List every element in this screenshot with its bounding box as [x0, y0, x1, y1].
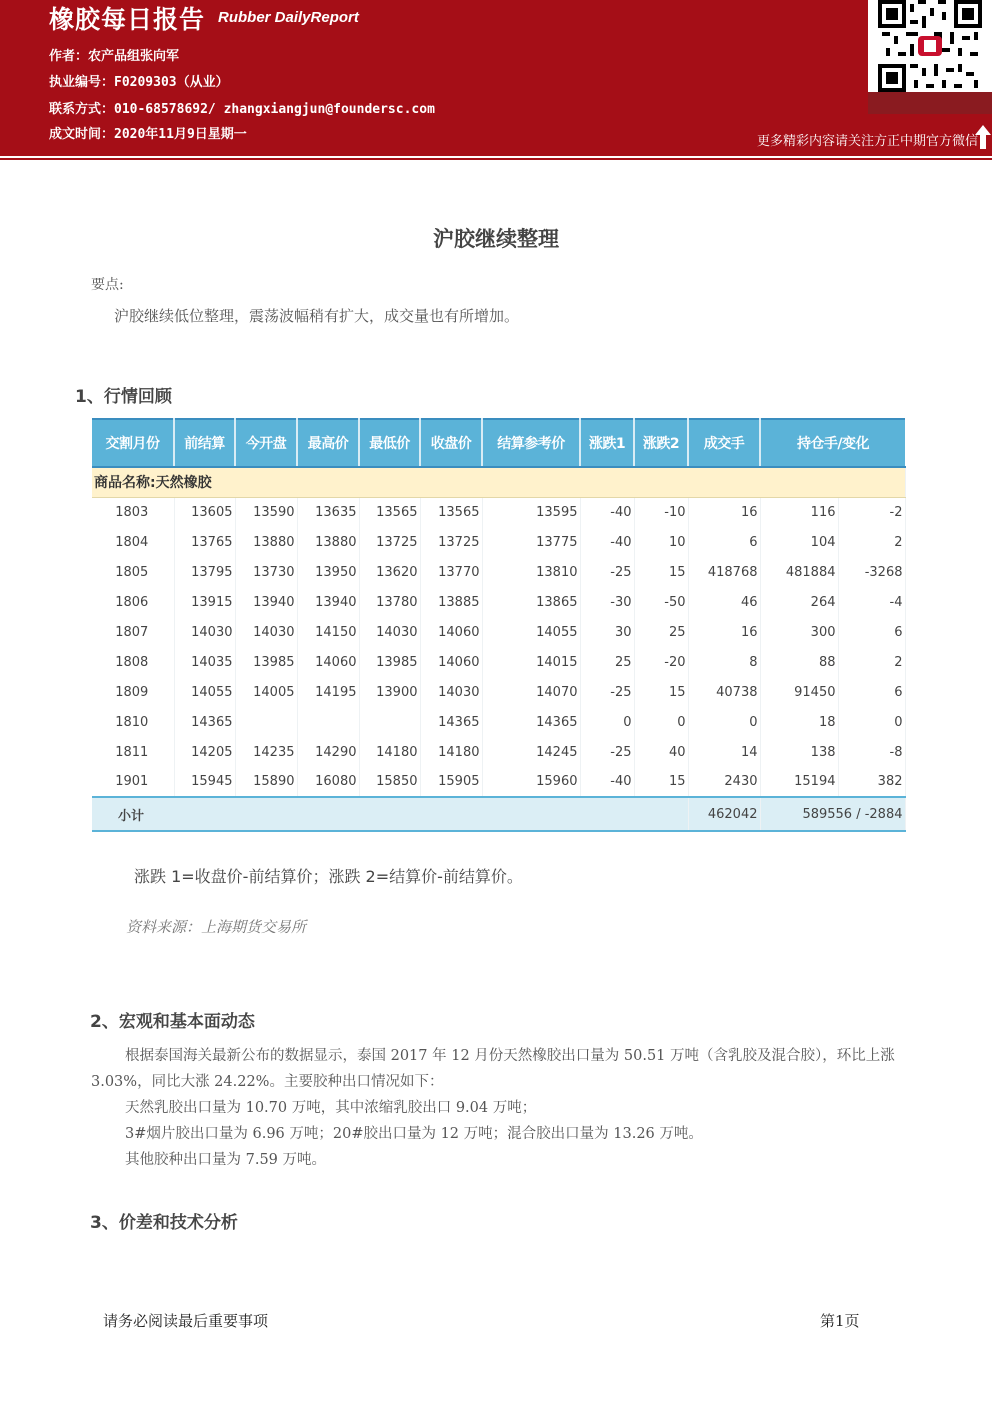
table-cell: 15 — [634, 557, 688, 587]
table-cell: 15945 — [174, 767, 235, 797]
section-spread-heading: 3、价差和技术分析 — [90, 1213, 238, 1233]
table-cell: 13880 — [297, 527, 359, 557]
table-cell: 25 — [634, 617, 688, 647]
contact-line: 联系方式：010-68578692/ zhangxiangjun@foundersc.com — [49, 102, 435, 117]
table-cell: 18 — [760, 707, 838, 737]
table-row — [92, 677, 905, 707]
table-cell: 13725 — [420, 527, 482, 557]
table-cell: 1804 — [92, 527, 174, 557]
table-cell: -25 — [580, 737, 634, 767]
table-cell: -50 — [634, 587, 688, 617]
table-cell: 14055 — [482, 617, 580, 647]
table-cell: -3268 — [838, 557, 905, 587]
table-cell: 1807 — [92, 617, 174, 647]
table-cell: 14365 — [174, 707, 235, 737]
table-cell: 13795 — [174, 557, 235, 587]
table-cell: 13880 — [235, 527, 297, 557]
table-cell: 0 — [838, 707, 905, 737]
subtotal-row — [92, 797, 905, 831]
table-cell: 0 — [634, 707, 688, 737]
table-row — [92, 587, 905, 617]
table-cell: 13915 — [174, 587, 235, 617]
table-cell: 14055 — [174, 677, 235, 707]
table-cell: 14180 — [359, 737, 420, 767]
table-cell: 13985 — [235, 647, 297, 677]
table-cell: 10 — [634, 527, 688, 557]
table-cell: -30 — [580, 587, 634, 617]
table-cell: 13950 — [297, 557, 359, 587]
header-divider — [0, 152, 992, 156]
table-cell: 1805 — [92, 557, 174, 587]
table-cell: 13765 — [174, 527, 235, 557]
table-cell: -4 — [838, 587, 905, 617]
table-cell: -8 — [838, 737, 905, 767]
table-row — [92, 497, 905, 527]
table-row — [92, 707, 905, 737]
table-row — [92, 647, 905, 677]
table-cell: 13775 — [482, 527, 580, 557]
table-cell: 15890 — [235, 767, 297, 797]
table-row — [92, 557, 905, 587]
macro-paragraph-3: 3#烟片胶出口量为 6.96 万吨；20#胶出口量为 12 万吨；混合胶出口量为 13.26 万吨。 — [125, 1126, 703, 1142]
key-points-label: 要点: — [91, 277, 124, 293]
follow-wechat-text: 更多精彩内容请关注方正中期官方微信 — [756, 134, 978, 149]
table-header-row — [92, 419, 905, 467]
table-row — [92, 617, 905, 647]
column-header: 最高价 — [297, 419, 359, 467]
table-cell — [359, 707, 420, 737]
header-divider-thin — [0, 158, 992, 160]
table-cell: 14030 — [359, 617, 420, 647]
table-cell: 14150 — [297, 617, 359, 647]
table-cell: 15905 — [420, 767, 482, 797]
table-cell: 1803 — [92, 497, 174, 527]
table-cell: 13590 — [235, 497, 297, 527]
table-cell: 13865 — [482, 587, 580, 617]
report-title: 橡胶每日报告 — [49, 5, 206, 34]
table-cell: 1811 — [92, 737, 174, 767]
subtotal-position: 589556 / -2884 — [760, 797, 905, 831]
column-header: 涨跌2 — [634, 419, 688, 467]
table-cell: 16080 — [297, 767, 359, 797]
column-header: 持仓手/变化 — [760, 419, 905, 467]
table-cell: 13900 — [359, 677, 420, 707]
license-line: 执业编号：F0209303（从业） — [49, 75, 229, 90]
table-cell: 14180 — [420, 737, 482, 767]
table-cell: 104 — [760, 527, 838, 557]
column-header: 今开盘 — [235, 419, 297, 467]
table-cell: -10 — [634, 497, 688, 527]
table-cell: -20 — [634, 647, 688, 677]
table-cell: 14015 — [482, 647, 580, 677]
table-cell: 6 — [838, 617, 905, 647]
table-cell: 46 — [688, 587, 760, 617]
table-cell: 14060 — [420, 617, 482, 647]
table-cell: 13595 — [482, 497, 580, 527]
macro-paragraph-1: 根据泰国海关最新公布的数据显示，泰国 2017 年 12 月份天然橡胶出口量为 50.51 万吨（含乳胶及混合胶），环比上涨 3.03%，同比大涨 24.22%。主要胶种出口情况如下： — [91, 1048, 895, 1090]
table-cell: 382 — [838, 767, 905, 797]
table-row — [92, 527, 905, 557]
table-cell: -25 — [580, 557, 634, 587]
table-cell: 1809 — [92, 677, 174, 707]
table-cell: 13635 — [297, 497, 359, 527]
table-cell: 0 — [580, 707, 634, 737]
qr-code-icon — [878, 0, 982, 92]
report-subtitle: Rubber DailyReport — [218, 9, 359, 26]
table-cell: 15960 — [482, 767, 580, 797]
table-cell: 116 — [760, 497, 838, 527]
table-cell: 14365 — [482, 707, 580, 737]
date-line: 成文时间：2020年11月9日星期一 — [49, 127, 247, 142]
table-cell: 14070 — [482, 677, 580, 707]
table-cell: 13780 — [359, 587, 420, 617]
table-cell: 14030 — [235, 617, 297, 647]
table-cell: 14365 — [420, 707, 482, 737]
document-title: 沪胶继续整理 — [433, 226, 559, 251]
table-cell: 88 — [760, 647, 838, 677]
table-cell: -40 — [580, 767, 634, 797]
table-cell: 13730 — [235, 557, 297, 587]
table-cell: 14035 — [174, 647, 235, 677]
arrow-up-icon — [974, 124, 992, 150]
table-cell: 40 — [634, 737, 688, 767]
page-number: 第1页 — [820, 1312, 860, 1330]
table-row — [92, 737, 905, 767]
section-market-review-heading: 1、行情回顾 — [75, 387, 172, 407]
column-header: 涨跌1 — [580, 419, 634, 467]
table-cell: 13810 — [482, 557, 580, 587]
table-cell: 1901 — [92, 767, 174, 797]
table-cell: -40 — [580, 497, 634, 527]
table-cell: -2 — [838, 497, 905, 527]
column-header: 交割月份 — [92, 419, 174, 467]
table-cell: 6 — [688, 527, 760, 557]
table-cell: 14195 — [297, 677, 359, 707]
table-cell: 0 — [688, 707, 760, 737]
subtotal-label: 小计 — [92, 797, 688, 831]
table-cell: 15194 — [760, 767, 838, 797]
table-cell: 30 — [580, 617, 634, 647]
table-cell: 13985 — [359, 647, 420, 677]
subtotal-volume: 462042 — [688, 797, 760, 831]
table-cell: 14030 — [174, 617, 235, 647]
table-cell: 8 — [688, 647, 760, 677]
table-cell: 1808 — [92, 647, 174, 677]
table-cell: 15 — [634, 677, 688, 707]
table-cell: 13725 — [359, 527, 420, 557]
table-cell: 14 — [688, 737, 760, 767]
formula-note: 涨跌 1=收盘价-前结算价；涨跌 2=结算价-前结算价。 — [134, 867, 523, 886]
table-cell: 14205 — [174, 737, 235, 767]
table-cell: 13885 — [420, 587, 482, 617]
table-cell: 14060 — [420, 647, 482, 677]
column-header: 最低价 — [359, 419, 420, 467]
key-points-text: 沪胶继续低位整理，震荡波幅稍有扩大，成交量也有所增加。 — [114, 307, 520, 325]
table-cell: 14235 — [235, 737, 297, 767]
table-cell: 300 — [760, 617, 838, 647]
table-cell: 2 — [838, 647, 905, 677]
table-cell: 13940 — [297, 587, 359, 617]
table-cell: 14060 — [297, 647, 359, 677]
macro-paragraph-4: 其他胶种出口量为 7.59 万吨。 — [125, 1152, 327, 1168]
table-cell: 16 — [688, 617, 760, 647]
table-cell: 15850 — [359, 767, 420, 797]
table-cell: 15 — [634, 767, 688, 797]
table-cell: 13770 — [420, 557, 482, 587]
table-cell: 14290 — [297, 737, 359, 767]
table-cell — [297, 707, 359, 737]
table-cell: 2 — [838, 527, 905, 557]
table-cell: 13605 — [174, 497, 235, 527]
product-name-row — [92, 467, 905, 497]
source-note: 资料来源：上海期货交易所 — [126, 918, 307, 936]
table-cell: 2430 — [688, 767, 760, 797]
table-cell: 14030 — [420, 677, 482, 707]
qr-code-base — [868, 92, 992, 114]
table-cell: 481884 — [760, 557, 838, 587]
table-cell: 418768 — [688, 557, 760, 587]
table-cell: 13620 — [359, 557, 420, 587]
table-cell: 1810 — [92, 707, 174, 737]
macro-paragraph-2: 天然乳胶出口量为 10.70 万吨，其中浓缩乳胶出口 9.04 万吨； — [125, 1100, 537, 1116]
table-cell: 14245 — [482, 737, 580, 767]
product-name-label: 商品名称:天然橡胶 — [92, 467, 905, 497]
table-cell: 16 — [688, 497, 760, 527]
table-cell: 13565 — [359, 497, 420, 527]
column-header: 成交手 — [688, 419, 760, 467]
table-cell: 40738 — [688, 677, 760, 707]
table-cell: 13940 — [235, 587, 297, 617]
table-cell: 14005 — [235, 677, 297, 707]
footer-notice: 请务必阅读最后重要事项 — [103, 1312, 269, 1330]
column-header: 收盘价 — [420, 419, 482, 467]
table-cell: 264 — [760, 587, 838, 617]
section-macro-heading: 2、宏观和基本面动态 — [90, 1012, 255, 1032]
table-cell: 1806 — [92, 587, 174, 617]
table-cell: -25 — [580, 677, 634, 707]
column-header: 前结算 — [174, 419, 235, 467]
author-line: 作者：农产品组张向军 — [49, 49, 180, 64]
table-row — [92, 767, 905, 797]
table-cell — [235, 707, 297, 737]
market-data-table — [92, 418, 906, 832]
table-cell: 91450 — [760, 677, 838, 707]
table-cell: 25 — [580, 647, 634, 677]
table-cell: 138 — [760, 737, 838, 767]
table-cell: -40 — [580, 527, 634, 557]
table-cell: 13565 — [420, 497, 482, 527]
table-cell: 6 — [838, 677, 905, 707]
column-header: 结算参考价 — [482, 419, 580, 467]
